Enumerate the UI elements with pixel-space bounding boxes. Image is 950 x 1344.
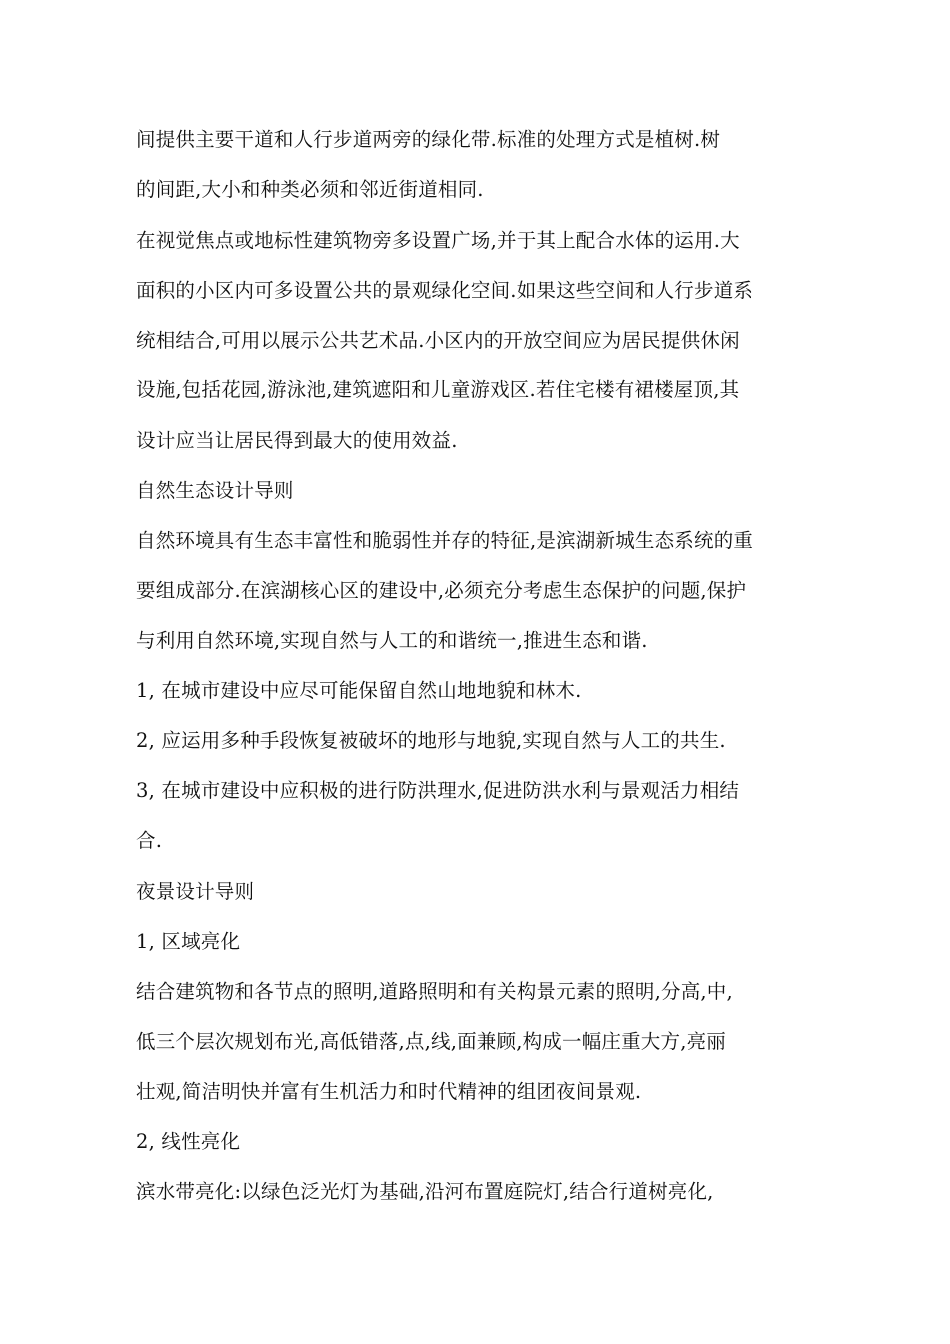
section-heading-night: 夜景设计导则 (136, 880, 255, 903)
list-item-3: 3, 在城市建设中应积极的进行防洪理水,促进防洪水利与景观活力相结 (136, 779, 740, 802)
text-line-4: 面积的小区内可多设置公共的景观绿化空间.如果这些空间和人行步道系 (136, 279, 754, 302)
list-item-3-continued: 合. (136, 829, 163, 852)
text-line-5: 统相结合,可用以展示公共艺术品.小区内的开放空间应为居民提供休闲 (136, 329, 740, 352)
list-item-2: 2, 应运用多种手段恢复被破坏的地形与地貌,实现自然与人工的共生. (136, 729, 726, 752)
text-line-19: 低三个层次规划布光,高低错落,点,线,面兼顾,构成一幅庄重大方,亮丽 (136, 1030, 726, 1053)
text-line-11: 与利用自然环境,实现自然与人工的和谐统一,推进生态和谐. (136, 629, 648, 652)
text-line-22: 滨水带亮化:以绿色泛光灯为基础,沿河布置庭院灯,结合行道树亮化, (136, 1180, 714, 1203)
text-line-9: 自然环境具有生态丰富性和脆弱性并存的特征,是滨湖新城生态系统的重 (136, 529, 754, 552)
text-line-6: 设施,包括花园,游泳池,建筑遮阳和儿童游戏区.若住宅楼有裙楼屋顶,其 (136, 378, 740, 401)
subheading-area-lighting: 1, 区域亮化 (136, 930, 241, 953)
subheading-linear-lighting: 2, 线性亮化 (136, 1130, 241, 1153)
list-item-1: 1, 在城市建设中应尽可能保留自然山地地貌和林木. (136, 679, 582, 702)
text-line-3: 在视觉焦点或地标性建筑物旁多设置广场,并于其上配合水体的运用.大 (136, 229, 740, 252)
text-line-2: 的间距,大小和种类必须和邻近街道相同. (136, 178, 484, 201)
text-line-1: 间提供主要干道和人行步道两旁的绿化带.标准的处理方式是植树.树 (136, 128, 721, 151)
text-line-10: 要组成部分.在滨湖核心区的建设中,必须充分考虑生态保护的问题,保护 (136, 579, 747, 602)
text-line-7: 设计应当让居民得到最大的使用效益. (136, 429, 458, 452)
text-line-18: 结合建筑物和各节点的照明,道路照明和有关构景元素的照明,分高,中, (136, 980, 733, 1003)
text-line-20: 壮观,简洁明快并富有生机活力和时代精神的组团夜间景观. (136, 1080, 642, 1103)
section-heading-ecology: 自然生态设计导则 (136, 479, 294, 502)
